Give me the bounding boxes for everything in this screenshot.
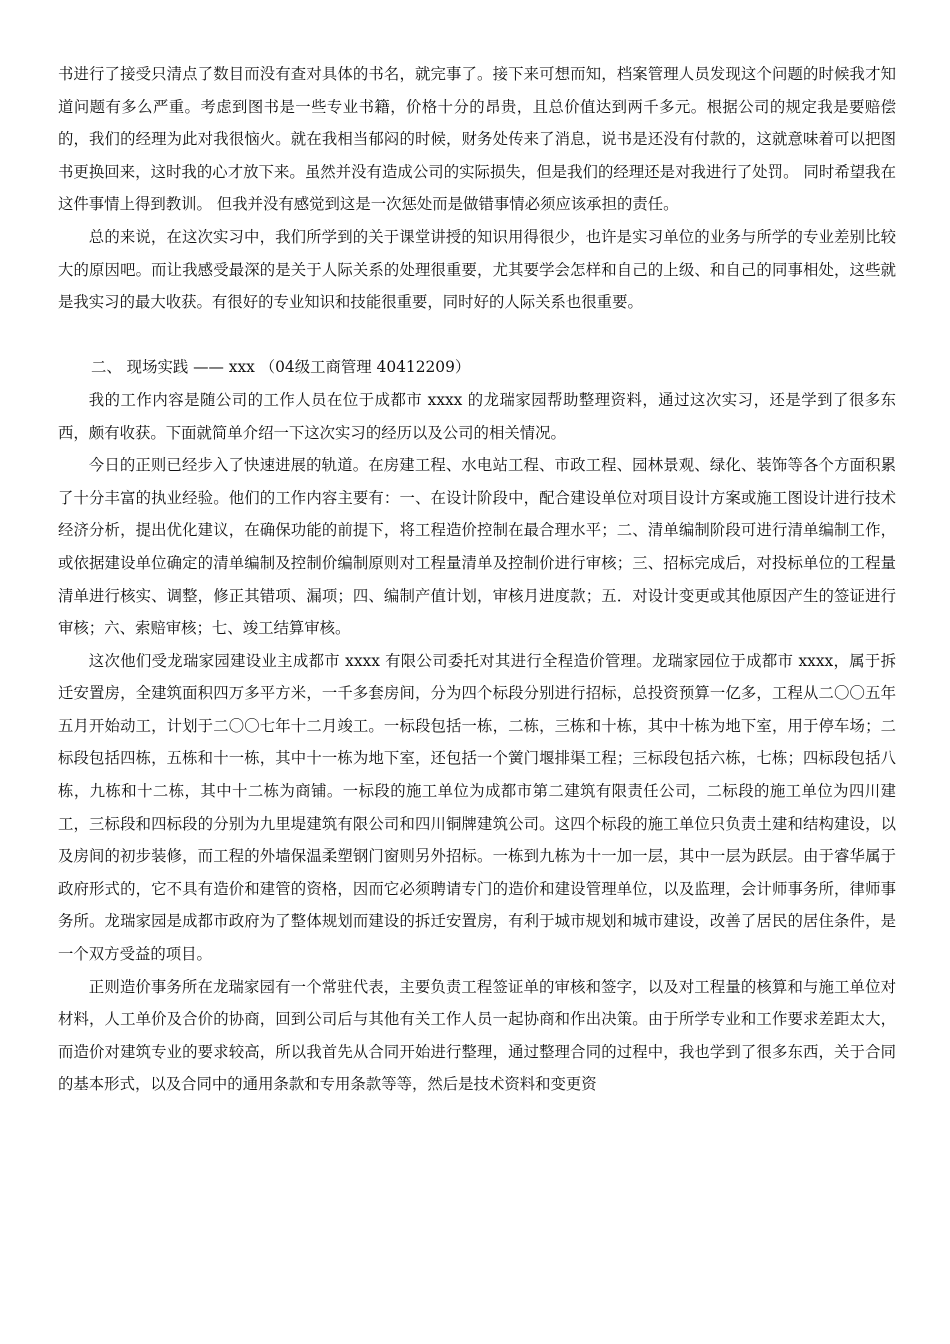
paragraph-project-details: 这次他们受龙瑞家园建设业主成都市 xxxx 有限公司委托对其进行全程造价管理。龙瑞家园位于成都市 xxxx，属于拆迁安置房，全建筑面积四万多平方米，一千多套房间，分为四个标段分别进行招标，总投资预算一亿多，工程从二〇〇五年五月开始动工，计划于二〇〇七年十二月竣工。一标段包括一栋，二栋，三栋和十栋，其中十栋为地下室，用于停车场；二标段包括四栋，五栋和十一栋，其中十一栋为地下室，还包括一个黉门堰排渠工程；三标段包括六栋，七栋；四标段包括八栋，九栋和十二栋，其中十二栋为商铺。一标段的施工单位为成都市第二建筑有限责任公司，二标段的施工单位为四川建工，三标段和四标段的分别为九里堤建筑有限公司和四川铜牌建筑公司。这四个标段的施工单位只负责土建和结构建设，以及房间的初步装修，而工程的外墙保温柔塑钢门窗则另外招标。一栋到九栋为十一加一层，其中一层为跃层。由于睿华属于政府形式的，它不具有造价和建管的资格，因而它必须聘请专门的造价和建设管理单位，以及监理，会计师事务所，律师事务所。龙瑞家园是成都市政府为了整体规划而建设的拆迁安置房，有利于城市规划和城市建设，改善了居民的居住条件，是一个双方受益的项目。 [58, 651, 896, 964]
paragraph-office-representative: 正则造价事务所在龙瑞家园有一个常驻代表，主要负责工程签证单的审核和签字，以及对工程量的核算和与施工单位对材料，人工单价及合价的协商，回到公司后与其他有关工作人员一起协商和作出决策。由于所学专业和工作要求差距太大，而造价对建筑专业的要求较高，所以我首先从合同开始进行整理，通过整理合同的过程中，我也学到了很多东西，关于合同的基本形式，以及合同中的通用条款和专用条款等等，然后是技术资料和变更资 [58, 977, 896, 1094]
paragraph-summary: 总的来说，在这次实习中，我们所学到的关于课堂讲授的知识用得很少，也许是实习单位的业务与所学的专业差别比较大的原因吧。而让我感受最深的是关于人际关系的处理很重要，尤其要学会怎样和自己的上级、和自己的同事相处，这些就是我实习的最大收获。有很好的专业知识和技能很重要，同时好的人际关系也很重要。 [58, 227, 896, 312]
paragraph-continuation: 书进行了接受只清点了数目而没有查对具体的书名，就完事了。接下来可想而知，档案管理人员发现这个问题的时候我才知道问题有多么严重。考虑到图书是一些专业书籍，价格十分的昂贵，且总价值达到两千多元。根据公司的规定我是要赔偿的，我们的经理为此对我很恼火。就在我相当郁闷的时候，财务处传来了消息，说书是还没有付款的，这就意味着可以把图书更换回来，这时我的心才放下来。虽然并没有造成公司的实际损失，但是我们的经理还是对我进行了处罚。 同时希望我在这件事情上得到教训。 但我并没有感觉到这是一次惩处而是做错事情必须应该承担的责任。 [58, 65, 896, 214]
paragraph-company-intro: 今日的正则已经步入了快速进展的轨道。在房建工程、水电站工程、市政工程、园林景观、绿化、装饰等各个方面积累了十分丰富的执业经验。他们的工作内容主要有：一、在设计阶段中，配合建设单位对项目设计方案或施工图设计进行技术经济分析，提出优化建议，在确保功能的前提下，将工程造价控制在最合理水平；二、清单编制阶段可进行清单编制工作，或依据建设单位确定的清单编制及控制价编制原则对工程量清单及控制价进行审核；三、招标完成后，对投标单位的工程量清单进行核实、调整，修正其错项、漏项；四、编制产值计划，审核月进度款；五．对设计变更或其他原因产生的签证进行审核；六、索赔审核；七、竣工结算审核。 [58, 456, 896, 638]
paragraph-work-content: 我的工作内容是随公司的工作人员在位于成都市 xxxx 的龙瑞家园帮助整理资料，通过这次实习，还是学到了很多东西，颇有收获。下面就简单介绍一下这次实习的经历以及公司的相关情况。 [58, 390, 896, 442]
section-heading: 二、 现场实践 —— xxx （04级工商管理 40412209） [91, 358, 471, 377]
document-page [58, 58, 896, 1101]
